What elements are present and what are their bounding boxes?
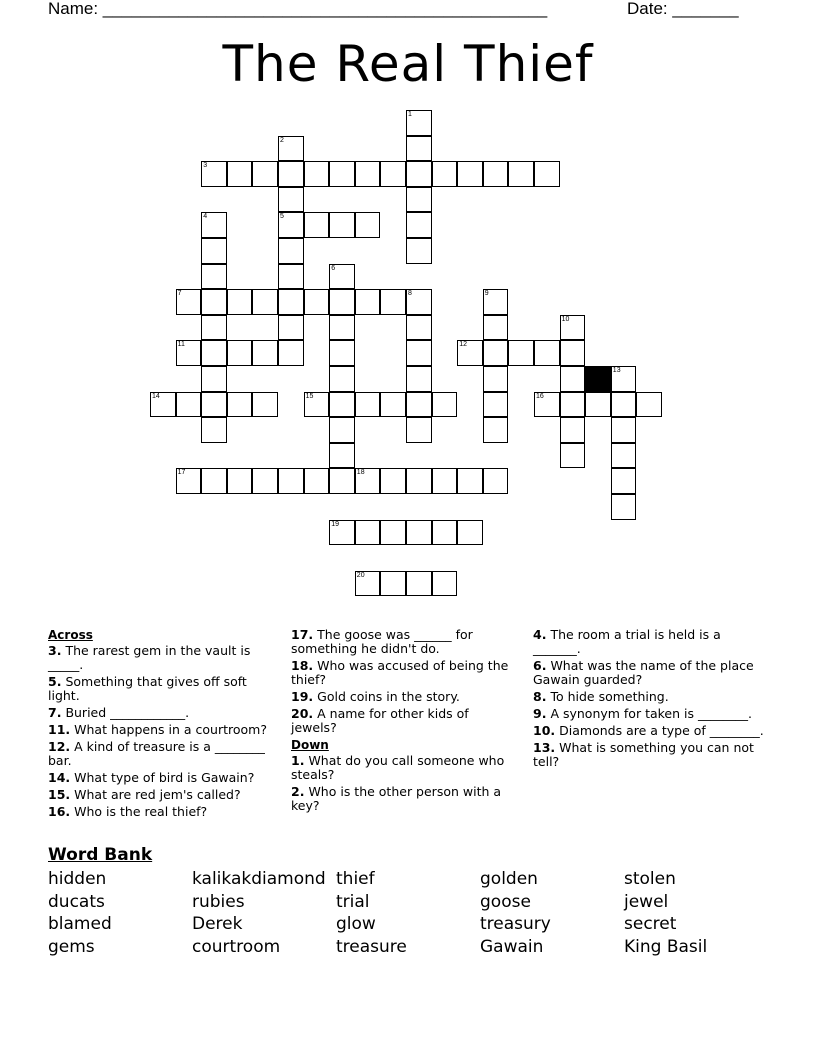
clue-number-label: 9	[484, 290, 489, 298]
crossword-cell[interactable]	[278, 468, 304, 494]
crossword-cell[interactable]	[227, 289, 253, 315]
clue-number-label: 19	[331, 520, 339, 528]
crossword-cell[interactable]	[457, 340, 483, 366]
crossword-cell[interactable]	[176, 468, 202, 494]
clue-text: The rarest gem in the vault is _____.	[48, 643, 251, 672]
clue-number: 6.	[533, 658, 547, 673]
crossword-cell[interactable]	[560, 366, 586, 392]
word-bank-item: Gawain	[480, 937, 544, 958]
word-bank-item: Derek	[192, 914, 243, 935]
word-bank-item: blamed	[48, 914, 112, 935]
crossword-cell[interactable]	[636, 392, 662, 418]
clue-number: 12.	[48, 739, 71, 754]
crossword-cell[interactable]	[508, 161, 534, 187]
clue-number-label: 17	[177, 469, 186, 477]
crossword-cell[interactable]	[380, 289, 406, 315]
crossword-cell[interactable]	[227, 340, 253, 366]
crossword-cell[interactable]	[432, 161, 458, 187]
clue-number: 19.	[291, 689, 314, 704]
crossword-cell[interactable]	[406, 136, 432, 162]
clue-number: 18.	[291, 658, 314, 673]
crossword-cell[interactable]	[329, 520, 355, 546]
clue-number: 7.	[48, 705, 62, 720]
crossword-cell[interactable]	[355, 289, 381, 315]
clue-text: What are red jem's called?	[74, 787, 241, 802]
crossword-cell[interactable]	[406, 161, 432, 187]
crossword-cell[interactable]	[406, 238, 432, 264]
across-clue	[48, 788, 274, 802]
crossword-cell[interactable]	[457, 161, 483, 187]
clue-text: What is something you can not tell?	[533, 740, 754, 769]
word-bank-item: stolen	[624, 869, 676, 889]
down-clue	[533, 707, 765, 721]
crossword-cell[interactable]	[483, 392, 509, 418]
crossword-cell[interactable]	[201, 392, 227, 418]
clue-column-1	[48, 628, 274, 822]
across-clue	[291, 628, 517, 656]
crossword-cell[interactable]	[176, 392, 202, 418]
crossword-cell[interactable]	[457, 520, 483, 546]
crossword-cell[interactable]	[355, 392, 381, 418]
clue-text: Buried ____________.	[65, 705, 190, 720]
word-bank-item: courtroom	[192, 937, 281, 958]
clue-number-label: 4	[203, 213, 208, 221]
clue-number-label: 20	[356, 571, 365, 579]
crossword-cell[interactable]	[534, 392, 560, 418]
crossword-cell[interactable]	[355, 161, 381, 187]
crossword-cell[interactable]	[329, 315, 355, 341]
crossword-cell[interactable]	[227, 161, 253, 187]
clue-column-2	[291, 628, 517, 816]
down-clue	[533, 659, 765, 687]
crossword-cell[interactable]	[432, 571, 458, 597]
clue-text: Something that gives off soft light.	[48, 674, 247, 703]
crossword-cell[interactable]	[483, 340, 509, 366]
crossword-cell[interactable]	[278, 289, 304, 315]
crossword-cell[interactable]	[278, 187, 304, 213]
crossword-cell[interactable]	[201, 340, 227, 366]
crossword-cell[interactable]	[406, 571, 432, 597]
clue-number: 11.	[48, 722, 71, 737]
clue-number-label: 7	[177, 290, 182, 298]
crossword-cell[interactable]	[252, 340, 278, 366]
clue-number: 4.	[533, 627, 547, 642]
date-line[interactable]: Date: _______	[627, 0, 739, 18]
across-heading: Across	[48, 628, 93, 642]
crossword-cell[interactable]	[380, 468, 406, 494]
crossword-cell[interactable]	[329, 468, 355, 494]
word-bank-item: King Basil	[624, 937, 708, 958]
crossword-cell[interactable]	[483, 289, 509, 315]
crossword-cell[interactable]	[278, 315, 304, 341]
crossword-cell[interactable]	[304, 392, 330, 418]
word-bank-item: trial	[336, 891, 370, 912]
crossword-cell[interactable]	[560, 392, 586, 418]
black-square	[585, 366, 611, 392]
down-heading: Down	[291, 738, 329, 752]
down-clue	[533, 741, 765, 769]
clue-number: 13.	[533, 740, 556, 755]
crossword-cell[interactable]	[406, 110, 432, 136]
crossword-cell[interactable]	[201, 366, 227, 392]
across-clue	[48, 675, 274, 703]
clue-number: 14.	[48, 770, 71, 785]
clue-number-label: 2	[280, 136, 284, 144]
crossword-cell[interactable]	[406, 520, 432, 546]
crossword-cell[interactable]	[252, 161, 278, 187]
crossword-cell[interactable]	[406, 417, 432, 443]
crossword-cell[interactable]	[176, 289, 202, 315]
crossword-cell[interactable]	[329, 340, 355, 366]
crossword-cell[interactable]	[611, 494, 637, 520]
crossword-cell[interactable]	[355, 468, 381, 494]
crossword-cell[interactable]	[252, 392, 278, 418]
word-bank-item: golden	[480, 869, 538, 889]
crossword-cell[interactable]	[406, 187, 432, 213]
crossword-cell[interactable]	[406, 340, 432, 366]
clue-text: Who is the other person with a key?	[291, 784, 502, 813]
across-clue	[48, 723, 274, 737]
clue-text: A kind of treasure is a ________ bar.	[48, 739, 265, 768]
clue-number: 1.	[291, 753, 305, 768]
crossword-cell[interactable]	[329, 212, 355, 238]
crossword-cell[interactable]	[560, 315, 586, 341]
down-clue	[533, 724, 765, 738]
crossword-cell[interactable]	[611, 417, 637, 443]
clue-number-label: 1	[408, 111, 412, 118]
crossword-cell[interactable]	[252, 468, 278, 494]
crossword-cell[interactable]	[611, 366, 637, 392]
clue-number: 10.	[533, 723, 556, 738]
crossword-cell[interactable]	[380, 392, 406, 418]
word-bank-item: goose	[480, 891, 531, 912]
clue-number: 2.	[291, 784, 305, 799]
crossword-cell[interactable]	[227, 468, 253, 494]
crossword-cell[interactable]	[611, 392, 637, 418]
crossword-cell[interactable]	[585, 392, 611, 418]
word-bank-item: rubies	[192, 891, 245, 912]
crossword-cell[interactable]	[380, 571, 406, 597]
clue-number: 5.	[48, 674, 62, 689]
across-clue	[291, 707, 517, 735]
crossword-cell[interactable]	[483, 417, 509, 443]
clue-number-label: 11	[177, 341, 185, 349]
word-bank-item: kalikakdiamond	[192, 869, 326, 889]
crossword-cell[interactable]	[406, 392, 432, 418]
crossword-cell[interactable]	[483, 315, 509, 341]
word-bank-item: gems	[48, 937, 95, 958]
clue-number: 8.	[533, 689, 547, 704]
word-bank-item: treasury	[480, 914, 551, 935]
clue-text: To hide something.	[550, 689, 669, 704]
clue-number: 20.	[291, 706, 314, 721]
crossword-cell[interactable]	[329, 161, 355, 187]
crossword-cell[interactable]	[560, 443, 586, 469]
crossword-cell[interactable]	[508, 340, 534, 366]
crossword-cell[interactable]	[483, 366, 509, 392]
crossword-cell[interactable]	[611, 468, 637, 494]
across-clue	[48, 706, 274, 720]
crossword-cell[interactable]	[329, 443, 355, 469]
crossword-cell[interactable]	[278, 161, 304, 187]
clue-number-label: 3	[203, 162, 208, 170]
word-bank-item: ducats	[48, 891, 105, 912]
clue-number-label: 14	[152, 392, 160, 400]
clue-number-label: 6	[331, 264, 336, 272]
crossword-cell[interactable]	[483, 161, 509, 187]
clue-number: 16.	[48, 804, 71, 819]
name-line[interactable]: Name: _______________________________________________	[48, 0, 548, 18]
crossword-cell[interactable]	[406, 468, 432, 494]
word-bank-title: Word Bank	[48, 845, 153, 865]
crossword-cell[interactable]	[304, 212, 330, 238]
crossword-cell[interactable]	[252, 289, 278, 315]
crossword-cell[interactable]	[406, 366, 432, 392]
clue-text: What was the name of the place Gawain guarded?	[533, 658, 754, 687]
crossword-cell[interactable]	[304, 161, 330, 187]
clue-text: What type of bird is Gawain?	[74, 770, 255, 785]
crossword-cell[interactable]	[278, 238, 304, 264]
crossword-cell[interactable]	[329, 392, 355, 418]
crossword-cell[interactable]	[329, 264, 355, 290]
crossword-cell[interactable]	[329, 289, 355, 315]
crossword-cell[interactable]	[432, 520, 458, 546]
crossword-cell[interactable]	[304, 289, 330, 315]
clue-number-label: 8	[408, 290, 412, 298]
word-bank-item: glow	[336, 914, 376, 935]
down-clue	[291, 785, 517, 813]
word-bank-item: hidden	[48, 869, 107, 889]
clue-number-label: 12	[459, 341, 467, 349]
crossword-cell[interactable]	[278, 264, 304, 290]
crossword-cell[interactable]	[176, 340, 202, 366]
word-bank-item: treasure	[336, 937, 407, 958]
crossword-cell[interactable]	[201, 289, 227, 315]
word-bank-item: jewel	[624, 891, 669, 912]
clue-text: What happens in a courtroom?	[74, 722, 267, 737]
crossword-cell[interactable]	[201, 468, 227, 494]
crossword-cell[interactable]	[278, 212, 304, 238]
clue-text: A synonym for taken is ________.	[550, 706, 752, 721]
crossword-cell[interactable]	[406, 289, 432, 315]
across-clue	[48, 740, 274, 768]
word-bank-item: thief	[336, 869, 375, 889]
crossword-cell[interactable]	[380, 520, 406, 546]
across-clue	[48, 771, 274, 785]
crossword-cell[interactable]	[329, 366, 355, 392]
across-clue	[48, 805, 274, 819]
across-clue	[291, 690, 517, 704]
crossword-cell[interactable]	[406, 315, 432, 341]
clue-text: The room a trial is held is a _______.	[533, 627, 721, 656]
crossword-cell[interactable]	[560, 417, 586, 443]
clue-number: 9.	[533, 706, 547, 721]
word-bank	[48, 868, 768, 960]
across-clue	[291, 659, 517, 687]
crossword-cell[interactable]	[227, 392, 253, 418]
clue-text: Who is the real thief?	[74, 804, 208, 819]
crossword-cell[interactable]	[534, 340, 560, 366]
clue-text: The goose was ______ for something he didn't do.	[291, 627, 473, 656]
clue-number-label: 15	[305, 392, 314, 400]
crossword-cell[interactable]	[150, 392, 176, 418]
across-clue	[48, 644, 274, 672]
clue-number: 3.	[48, 643, 62, 658]
clue-number-label: 16	[536, 392, 544, 400]
crossword-cell[interactable]	[406, 212, 432, 238]
crossword-cell[interactable]	[201, 161, 227, 187]
crossword-cell[interactable]	[329, 417, 355, 443]
word-bank-item: secret	[624, 914, 677, 935]
crossword-cell[interactable]	[201, 238, 227, 264]
clue-number-label: 10	[561, 315, 570, 323]
crossword-cell[interactable]	[483, 468, 509, 494]
down-clue	[533, 628, 765, 656]
crossword-cell[interactable]	[201, 417, 227, 443]
crossword-cell[interactable]	[278, 136, 304, 162]
clue-number: 15.	[48, 787, 71, 802]
clue-number-label: 13	[612, 367, 621, 374]
puzzle-title: The Real Thief	[222, 35, 594, 93]
crossword-cell[interactable]	[355, 520, 381, 546]
crossword-cell[interactable]	[304, 468, 330, 494]
crossword-cell[interactable]	[380, 161, 406, 187]
crossword-cell[interactable]	[201, 315, 227, 341]
clue-text: Diamonds are a type of ________.	[559, 723, 764, 738]
clue-text: Gold coins in the story.	[317, 689, 460, 704]
clue-number-label: 18	[356, 469, 365, 477]
clue-number-label: 5	[280, 213, 284, 221]
down-clue	[533, 690, 765, 704]
clue-text: Who was accused of being the thief?	[291, 658, 509, 687]
clue-text: A name for other kids of jewels?	[291, 706, 469, 735]
crossword-cell[interactable]	[432, 468, 458, 494]
crossword-cell[interactable]	[560, 340, 586, 366]
crossword-cell[interactable]	[534, 161, 560, 187]
crossword-cell[interactable]	[355, 571, 381, 597]
clue-column-3	[533, 628, 765, 772]
clue-number: 17.	[291, 627, 314, 642]
crossword-cell[interactable]	[432, 392, 458, 418]
crossword-cell[interactable]	[201, 264, 227, 290]
crossword-cell[interactable]	[611, 443, 637, 469]
down-clue	[291, 754, 517, 782]
crossword-cell[interactable]	[201, 212, 227, 238]
crossword-cell[interactable]	[457, 468, 483, 494]
crossword-cell[interactable]	[278, 340, 304, 366]
clue-text: What do you call someone who steals?	[291, 753, 505, 782]
crossword-cell[interactable]	[355, 212, 381, 238]
